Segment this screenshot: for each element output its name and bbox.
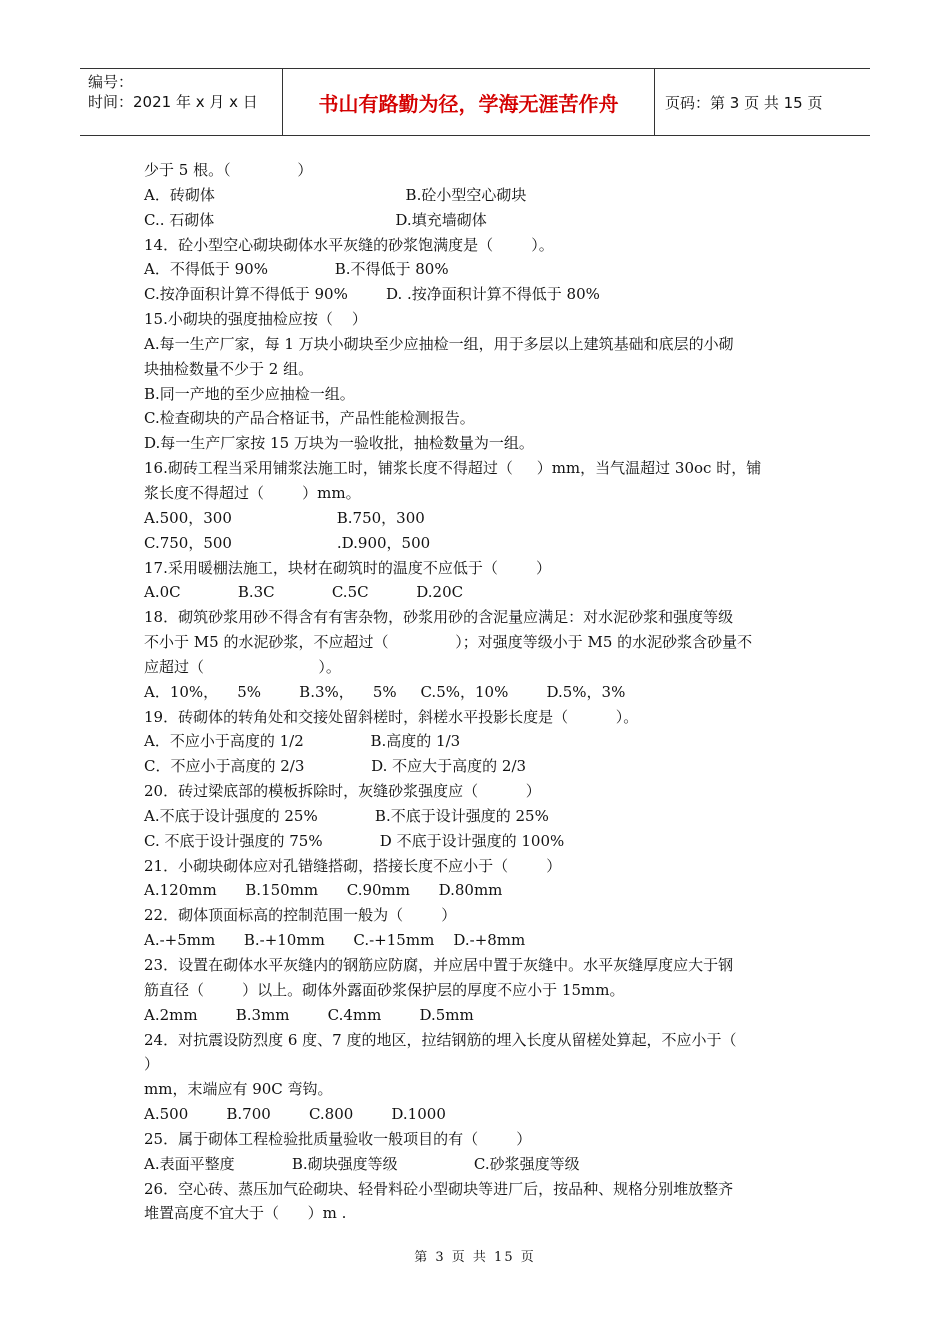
text-line: A.120mm B.150mm C.90mm D.80mm [144, 881, 503, 900]
text-line: 14．砼小型空心砌块砌体水平灰缝的砂浆饱满度是（ ）。 [144, 235, 554, 254]
text-line: 块抽检数量不少于 2 组。 [144, 359, 314, 378]
text-line: A.不底于设计强度的 25% B.不底于设计强度的 25% [144, 806, 549, 825]
page-footer: 第 3 页 共 15 页 [414, 1250, 536, 1265]
text-line: 24．对抗震设防烈度 6 度、7 度的地区，拉结钢筋的埋入长度从留槎处算起，不应小于（ [144, 1030, 737, 1049]
text-line: A．10%， 5% B.3%， 5% C.5%，10% D.5%，3% [144, 682, 626, 701]
text-line: 17.采用暖棚法施工，块材在砌筑时的温度不应低于（ ） [144, 558, 552, 577]
document-body [144, 158, 809, 1226]
text-line: A.表面平整度 B.砌块强度等级 C.砂浆强度等级 [144, 1154, 580, 1173]
text-line: A.500 B.700 C.800 D.1000 [144, 1105, 446, 1124]
text-line: C.750，500 .D.900，500 [144, 533, 431, 552]
text-line: 浆长度不得超过（ ）mm。 [144, 483, 361, 502]
text-line: B.同一产地的至少应抽检一组。 [144, 384, 355, 403]
header-motto: 书山有路勤为径，学海无涯苦作舟 [283, 69, 655, 135]
text-line: 15.小砌块的强度抽检应按（ ） [144, 310, 367, 329]
text-line: 16.砌砖工程当采用铺浆法施工时，铺浆长度不得超过（ ）mm，当气温超过 30oc 时，铺 [144, 459, 762, 478]
text-line: 19．砖砌体的转角处和交接处留斜槎时，斜槎水平投影长度是（ ）。 [144, 707, 639, 726]
text-line: 18．砌筑砂浆用砂不得含有有害杂物，砂浆用砂的含泥量应满足：对水泥砂浆和强度等级 [144, 608, 734, 627]
header-meta [80, 69, 283, 135]
text-line: 堆置高度不宜大于（ ）m . [144, 1204, 347, 1223]
text-line: A.2mm B.3mm C.4mm D.5mm [144, 1005, 474, 1024]
document-number: 编号： [88, 73, 134, 91]
text-line: 不小于 M5 的水泥砂浆，不应超过（ ）；对强度等级小于 M5 的水泥砂浆含砂量不 [144, 633, 753, 652]
text-line: A.-+5mm B.-+10mm C.-+15mm D.-+8mm [144, 931, 526, 950]
text-line: 20．砖过梁底部的模板拆除时，灰缝砂浆强度应（ ） [144, 782, 541, 801]
text-line: 筋直径（ ）以上。砌体外露面砂浆保护层的厚度不应小于 15mm。 [144, 980, 625, 999]
text-line: C.. 石砌体 D.填充墙砌体 [144, 210, 487, 229]
text-line: 26．空心砖、蒸压加气砼砌块、轻骨料砼小型砌块等进厂后，按品种、规格分别堆放整齐 [144, 1179, 734, 1198]
text-line: mm，末端应有 90C 弯钩。 [144, 1080, 333, 1099]
document-date: 时间：2021 年 x 月 x 日 [88, 93, 258, 111]
text-line: D.每一生产厂家按 15 万块为一验收批，抽检数量为一组。 [144, 434, 534, 453]
text-line: A.0C B.3C C.5C D.20C [144, 583, 464, 602]
text-line: A．不得低于 90% B.不得低于 80% [144, 260, 449, 279]
text-line: 23．设置在砌体水平灰缝内的钢筋应防腐，并应居中置于灰缝中。水平灰缝厚度应大于钢 [144, 956, 734, 974]
text-line: A.500，300 B.750，300 [144, 508, 425, 527]
text-line: A．不应小于高度的 1/2 B.高度的 1/3 [144, 732, 461, 751]
text-line: ） [144, 1055, 160, 1074]
header-page-number: 页码：第 3 页 共 15 页 [665, 93, 823, 112]
text-line: C.检查砌块的产品合格证书，产品性能检测报告。 [144, 409, 475, 428]
text-line: C.按净面积计算不得低于 90% D. .按净面积计算不得低于 80% [144, 285, 600, 304]
text-line: 21．小砌块砌体应对孔错缝搭砌，搭接长度不应小于（ ） [144, 856, 562, 875]
text-line: C．不应小于高度的 2/3 D. 不应大于高度的 2/3 [144, 757, 527, 776]
text-line: 应超过（ ）。 [144, 657, 341, 676]
page-header [80, 68, 870, 136]
text-line: 少于 5 根。（ ） [144, 161, 313, 179]
text-line: 22．砌体顶面标高的控制范围一般为（ ） [144, 906, 457, 925]
text-line: A.每一生产厂家，每 1 万块小砌块至少应抽检一组，用于多层以上建筑基础和底层的小砌 [144, 334, 734, 353]
text-line: 25．属于砌体工程检验批质量验收一般项目的有（ ） [144, 1129, 532, 1148]
text-line: C. 不底于设计强度的 75% D 不底于设计强度的 100% [144, 831, 565, 850]
text-line: A．砖砌体 B.砼小型空心砌块 [144, 185, 527, 204]
